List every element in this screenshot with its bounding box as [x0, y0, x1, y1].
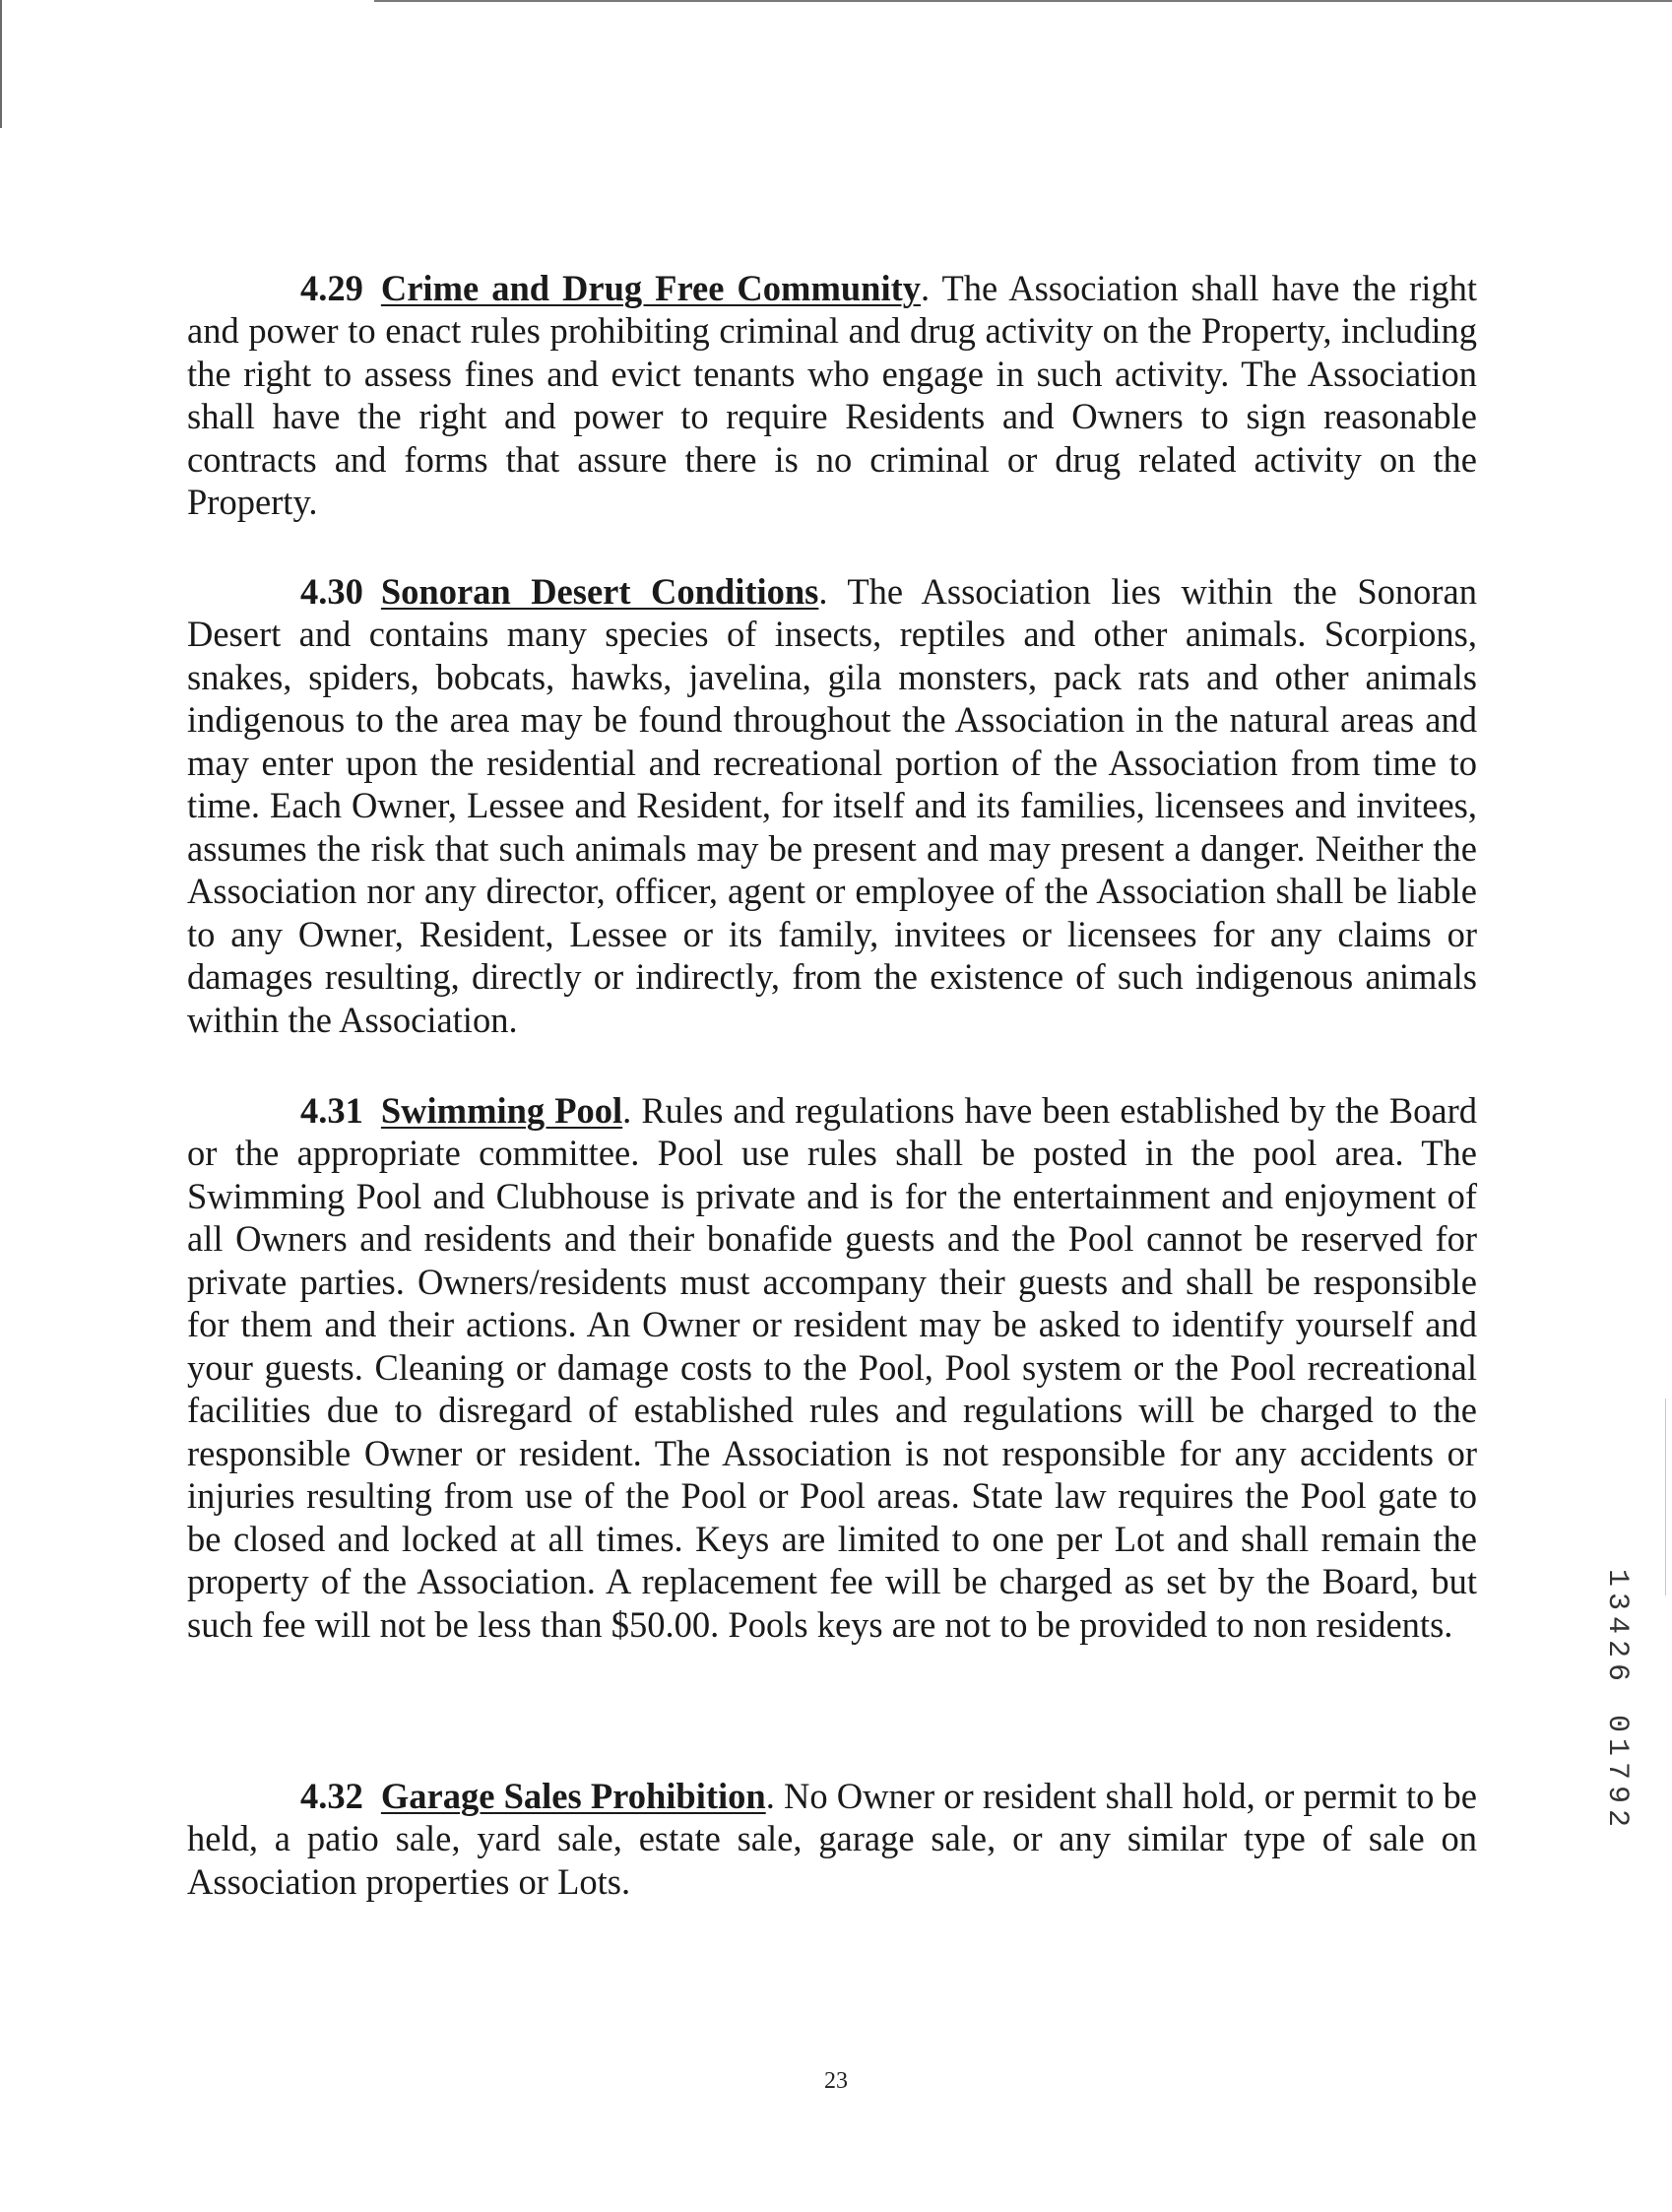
- section-title: Crime and Drug Free Community: [380, 267, 921, 308]
- section-number: 4.31: [300, 1089, 363, 1131]
- section-4-30: [187, 570, 1477, 1042]
- section-title: Sonoran Desert Conditions: [380, 570, 819, 612]
- stamp-digit: 0: [1600, 1714, 1634, 1732]
- stamp-digit: 3: [1600, 1592, 1634, 1610]
- recording-stamp-line2: [1597, 1712, 1637, 1830]
- stamp-digit: 9: [1600, 1785, 1634, 1803]
- scan-edge-right: [1665, 1399, 1666, 1595]
- recording-stamp-line1: [1597, 1566, 1637, 1684]
- section-number: 4.30: [300, 570, 363, 612]
- section-body: . No Owner or resident shall hold, or permit to be held, a patio sale, yard sale, estate sale, garage sale, or any similar type of sale on Association properties or Lots.: [187, 1775, 1478, 1902]
- page-number: 23: [824, 2068, 848, 2094]
- recording-stamp: [1597, 1566, 1637, 1830]
- section-body: . Rules and regulations have been established by the Board or the appropriate committee. Pool use rules shall be posted in the pool area. The Swimming Pool and Clubhouse is private and is for the entertainment and enjoyment of all Owners and residents and their bonafide guests and the Pool cannot be reserved for private parties. Owners/residents must accompany their guests and shall be responsible for them and their actions. An Owner or resident may be asked to identify yourself and your guests. Cleaning or damage costs to the Pool, Pool system or the Pool recreational facilities due to disregard of established rules and regulations will be charged to the responsible Owner or resident. The Association is not responsible for any accidents or injuries resulting from use of the Pool or Pool areas. State law requires the Pool gate to be closed and locked at all times. Keys are limited to one per Lot and shall remain the property of the Association. A replacement fee will be charged as set by the Board, but such fee will not be less than $50.00. Pools keys are not to be provided to non residents.: [187, 1089, 1477, 1645]
- stamp-digit: 4: [1600, 1615, 1634, 1634]
- section-body: . The Association shall have the right and power to enact rules prohibiting criminal and drug activity on the Property, including the right to assess fines and evict tenants who engage in such activity. The Association shall have the right and power to require Residents and Owners to sign reasonable contracts and forms that assure there is no criminal or drug related activity on the Property.: [187, 267, 1477, 522]
- section-title: Garage Sales Prohibition: [380, 1775, 766, 1816]
- stamp-digit: 6: [1600, 1662, 1634, 1681]
- stamp-digit: 2: [1600, 1639, 1634, 1658]
- stamp-digit: 2: [1600, 1808, 1634, 1827]
- scan-edge-top: [374, 0, 1672, 2]
- section-number: 4.32: [300, 1775, 363, 1816]
- section-4-31: [187, 1089, 1477, 1647]
- section-number: 4.29: [300, 267, 363, 308]
- section-title: Swimming Pool: [380, 1089, 623, 1131]
- stamp-digit: 1: [1600, 1568, 1634, 1587]
- stamp-digit: 7: [1600, 1761, 1634, 1780]
- section-4-32: [187, 1775, 1477, 1904]
- stamp-digit: 1: [1600, 1737, 1634, 1756]
- section-body: . The Association lies within the Sonoran Desert and contains many species of insects, reptiles and other animals. Scorpions, snakes, spiders, bobcats, hawks, javelina, gila monsters, pack rats and other animals indigenous to the area may be found throughout the Association in the natural areas and may enter upon the residential and recreational portion of the Association from time to time. Each Owner, Lessee and Resident, for itself and its families, licensees and invitees, assumes the risk that such animals may be present and may present a danger. Neither the Association nor any director, officer, agent or employee of the Association shall be liable to any Owner, Resident, Lessee or its family, invitees or licensees for any claims or damages resulting, directly or indirectly, from the existence of such indigenous animals within the Association.: [187, 570, 1477, 1040]
- scan-edge-left: [0, 0, 2, 128]
- section-4-29: [187, 267, 1477, 524]
